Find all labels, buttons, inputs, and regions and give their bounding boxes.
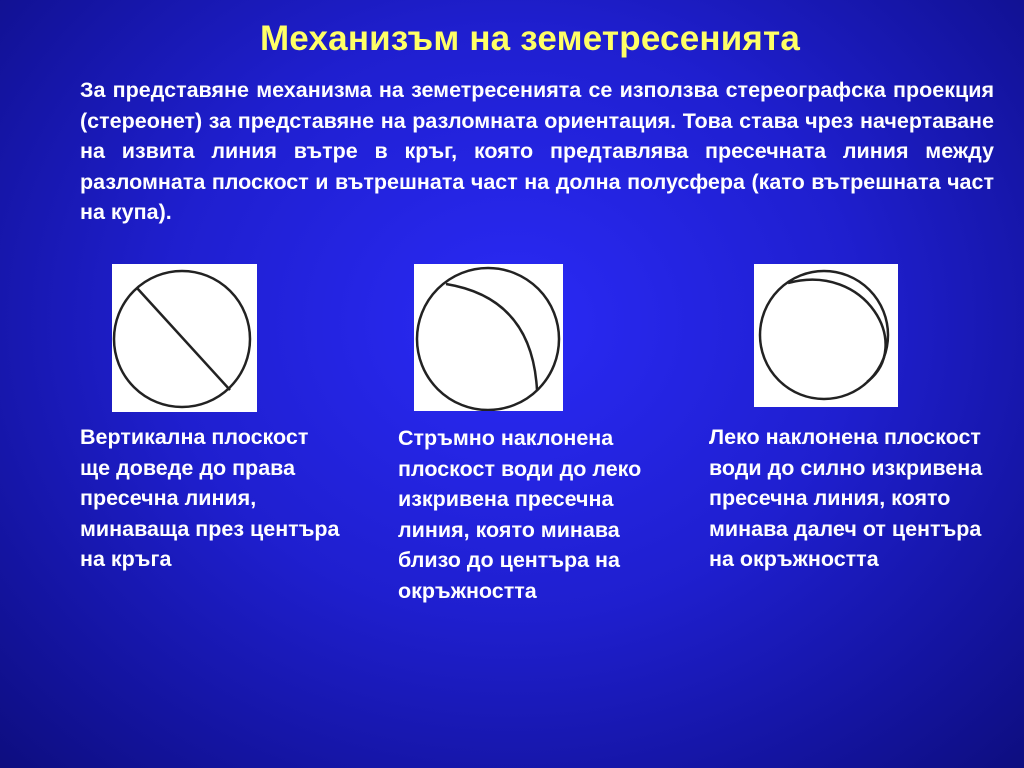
stereonet-vertical-plane-drawing — [112, 264, 257, 412]
intro-paragraph: За представяне механизма на земетресенията се използва стереографска проекция (стереонет) за представяне на разломната ориентация. Това става чрез начертаване на извита линия вътре в кръг, която предтавлява пресечната линия между разломната плоскост и вътрешната част на долна полусфера (като вътрешната част на купа). — [80, 78, 994, 224]
stereonet-vertical-plane-icon — [112, 264, 257, 412]
stereonet-gentle-plane-drawing — [754, 264, 898, 407]
intersection-curve — [788, 280, 886, 382]
caption-vertical-plane: Вертикална плоскост ще доведе до права пресечна линия, минаваща през центъра на кръга — [80, 425, 340, 571]
caption-steep-plane: Стръмно наклонена плоскост води до леко изкривена пресечна линия, която минава близо до центъра на окръжността — [398, 426, 642, 603]
intersection-curve — [446, 284, 537, 390]
slide-title: Механизъм на земетресенията — [259, 19, 801, 58]
stereonet-steep-plane-icon — [414, 264, 563, 411]
intersection-line — [137, 288, 230, 390]
stereonet-gentle-plane-icon — [754, 264, 898, 407]
caption-gentle-plane: Леко наклонена плоскост води до силно изкривена пресечна линия, която минава далеч от центъра на окръжността — [709, 425, 983, 571]
stereonet-steep-plane-drawing — [414, 264, 563, 411]
